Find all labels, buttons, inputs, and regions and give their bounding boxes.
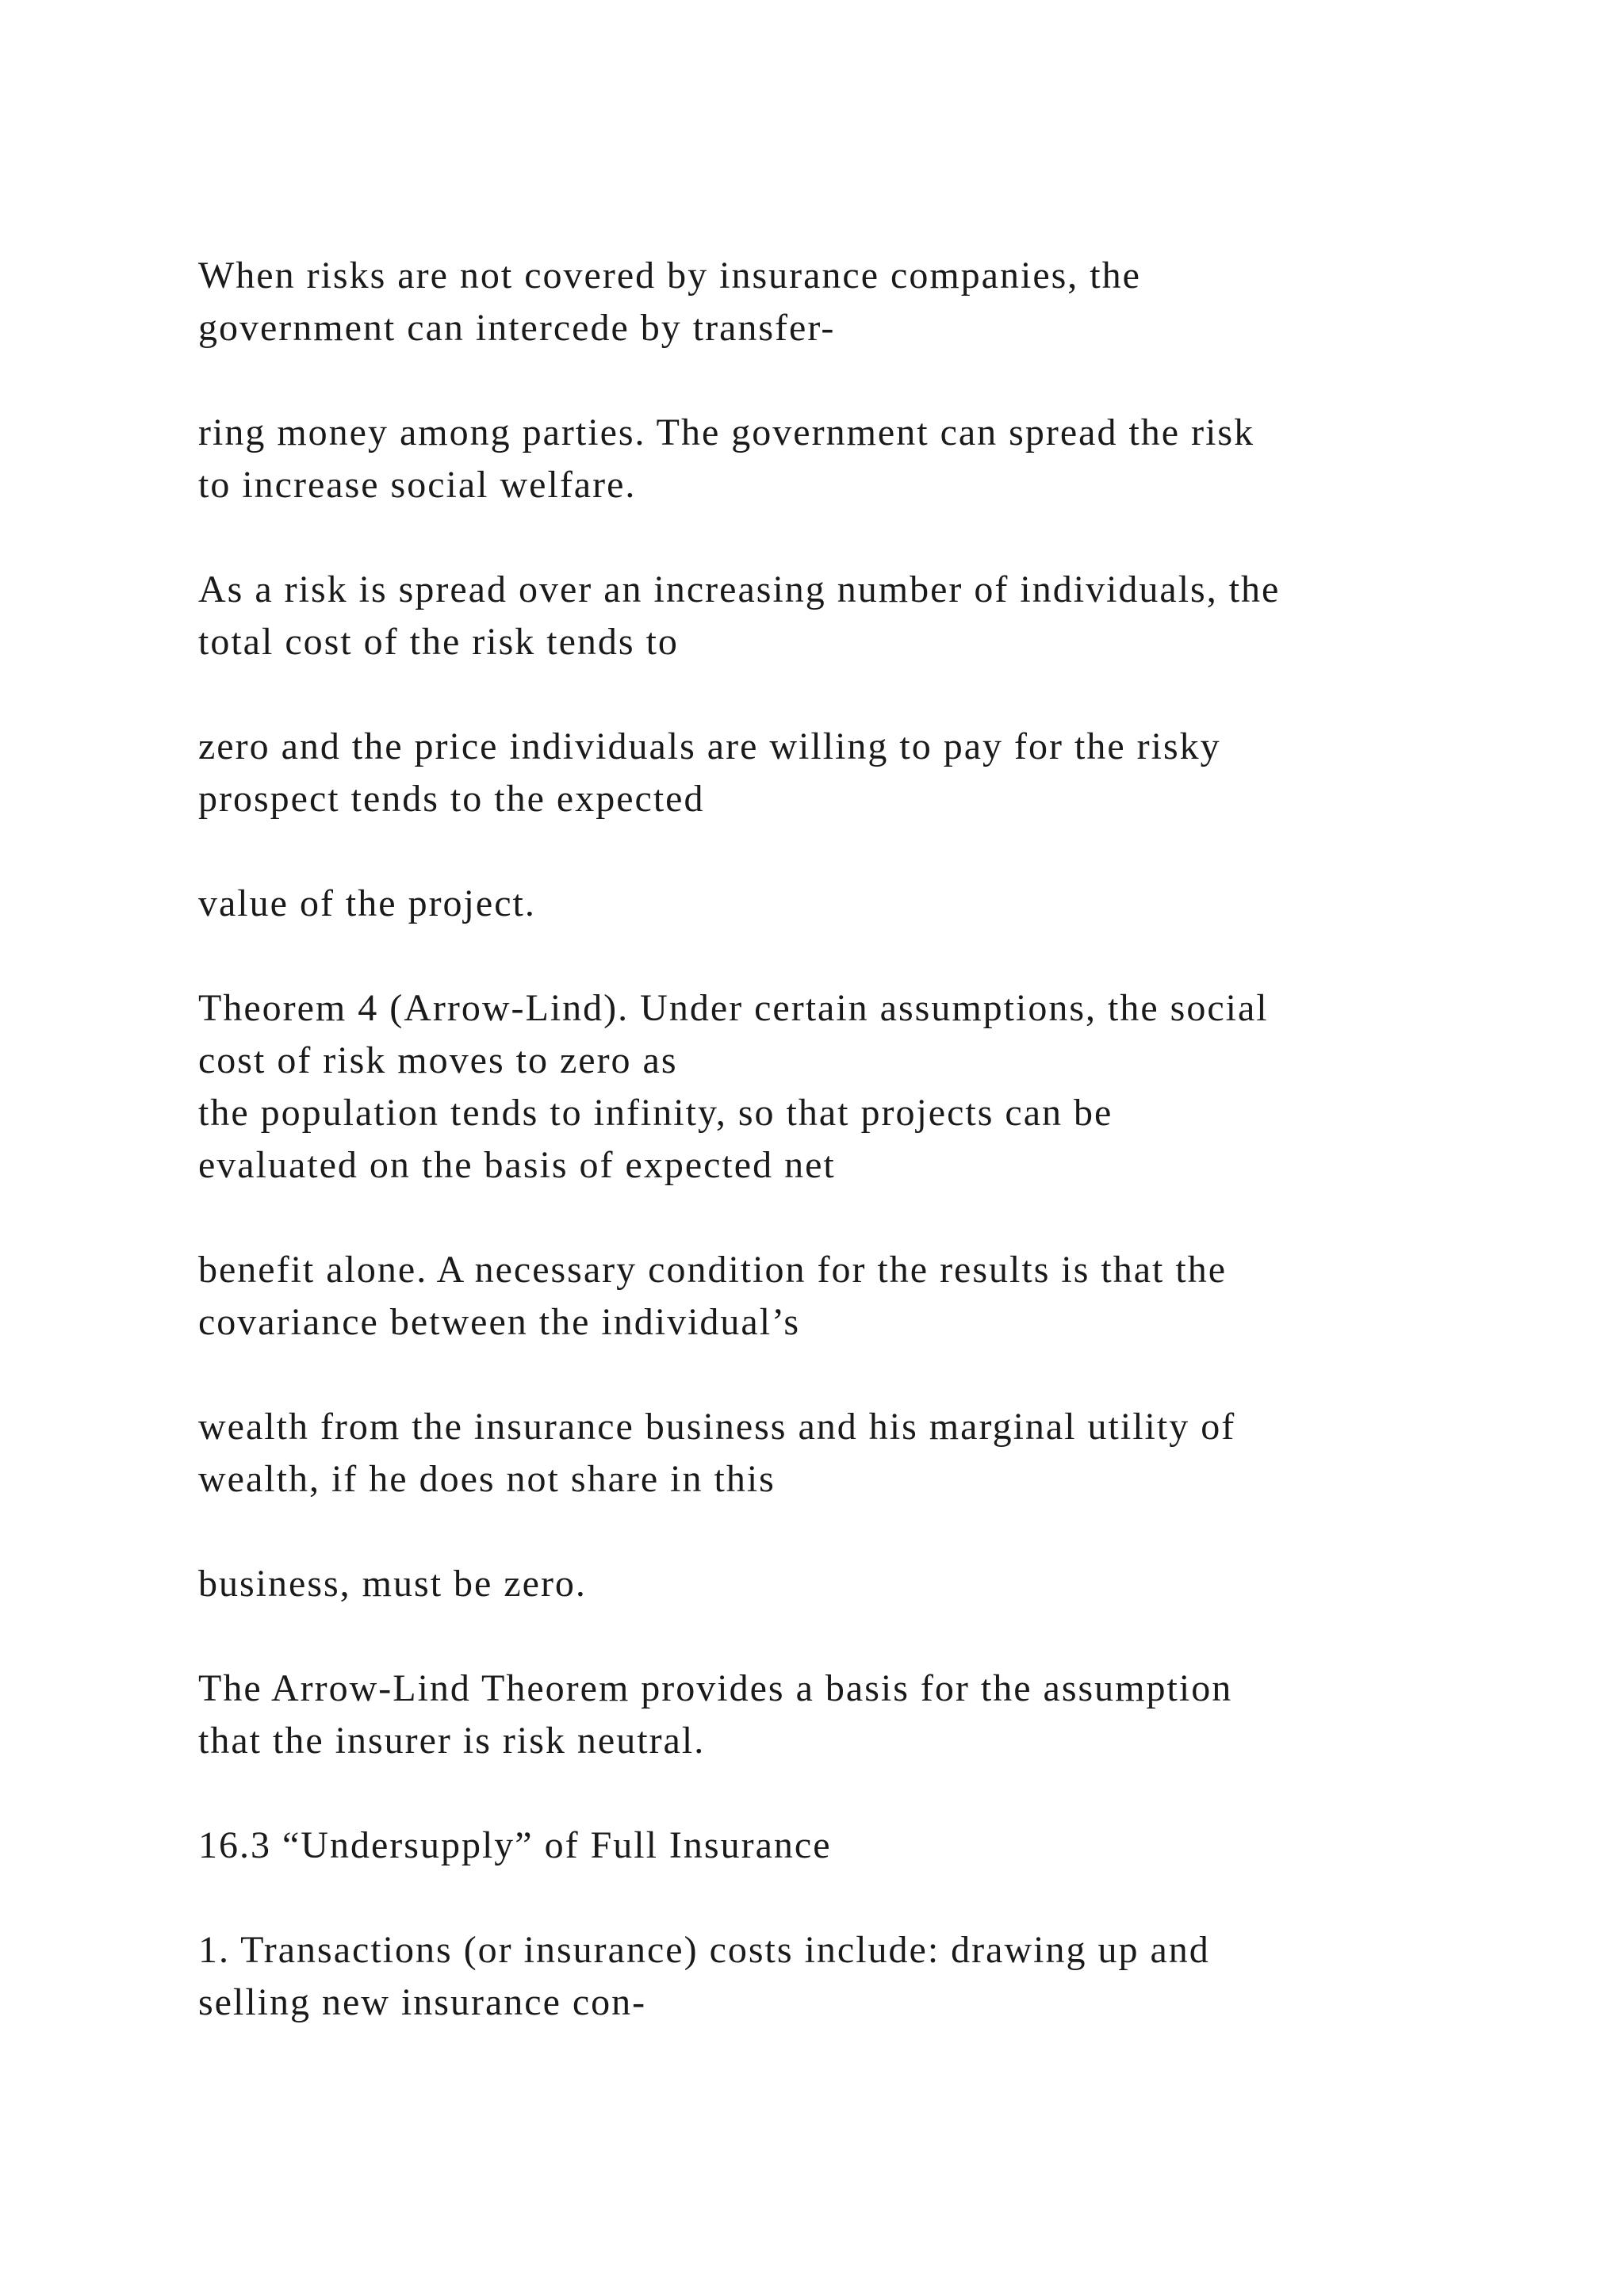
paragraph-line: covariance between the individual’s: [198, 1301, 801, 1343]
paragraph-line: wealth from the insurance business and his marginal utility of: [198, 1406, 1236, 1448]
paragraph-line: to increase social welfare.: [198, 464, 637, 506]
paragraph-line: Theorem 4 (Arrow-Lind). Under certain assumptions, the social: [198, 987, 1269, 1029]
paragraph-8: [198, 1401, 1546, 1506]
paragraph-line: As a risk is spread over an increasing number of individuals, the: [198, 568, 1281, 610]
paragraph-2: [198, 407, 1546, 511]
paragraph-line: The Arrow-Lind Theorem provides a basis for the assumption: [198, 1667, 1233, 1709]
paragraph-line: wealth, if he does not share in this: [198, 1458, 776, 1500]
section-heading: [198, 1820, 1546, 1872]
paragraph-line: the population tends to infinity, so that projects can be: [198, 1092, 1113, 1134]
paragraph-1: [198, 250, 1546, 354]
paragraph-9: [198, 1558, 1546, 1610]
paragraph-line: total cost of the risk tends to: [198, 621, 679, 663]
paragraph-line: business, must be zero.: [198, 1563, 587, 1605]
section-heading-text: 16.3 “Undersupply” of Full Insurance: [198, 1824, 832, 1866]
paragraph-12: [198, 1924, 1546, 2029]
paragraph-line: benefit alone. A necessary condition for the results is that the: [198, 1249, 1228, 1291]
paragraph-line: prospect tends to the expected: [198, 778, 705, 820]
paragraph-10: [198, 1663, 1546, 1767]
paragraph-5: [198, 878, 1546, 930]
paragraph-line: evaluated on the basis of expected net: [198, 1144, 836, 1186]
paragraph-line: government can intercede by transfer-: [198, 307, 836, 349]
paragraph-line: selling new insurance con-: [198, 1981, 647, 2023]
theorem-4-paragraph: [198, 982, 1546, 1192]
paragraph-line: cost of risk moves to zero as: [198, 1039, 678, 1081]
paragraph-line: When risks are not covered by insurance companies, the: [198, 254, 1141, 297]
paragraph-7: [198, 1244, 1546, 1349]
paragraph-line: 1. Transactions (or insurance) costs include: drawing up and: [198, 1929, 1210, 1971]
paragraph-line: ring money among parties. The government can spread the risk: [198, 411, 1255, 453]
paragraph-line: zero and the price individuals are willing to pay for the risky: [198, 725, 1221, 767]
paragraph-line: value of the project.: [198, 882, 536, 924]
paragraph-3: [198, 564, 1546, 668]
paragraph-line: that the insurer is risk neutral.: [198, 1720, 706, 1762]
paragraph-4: [198, 721, 1546, 825]
